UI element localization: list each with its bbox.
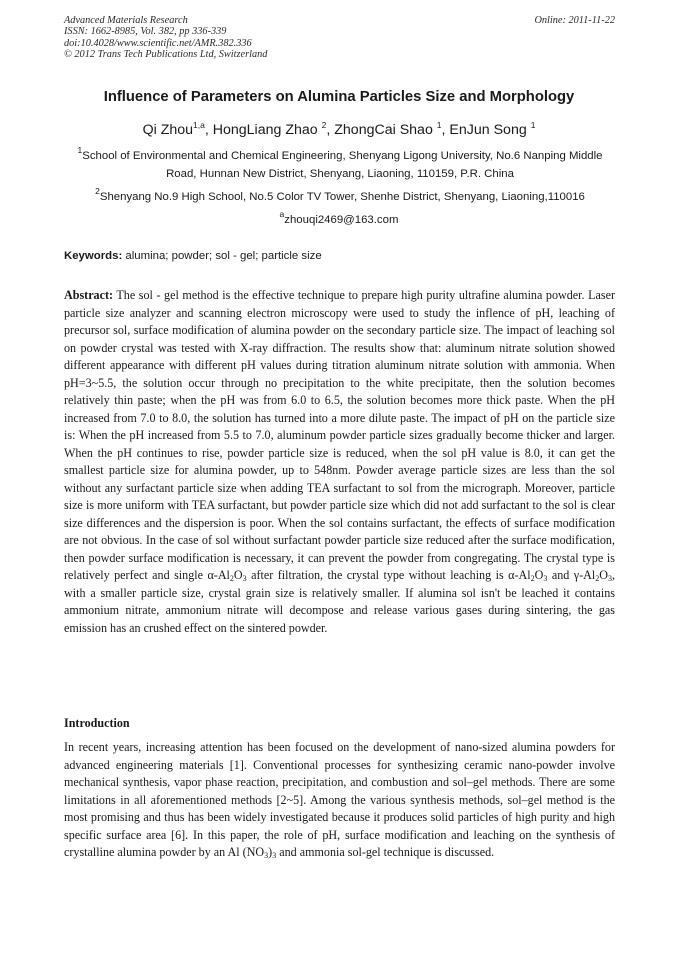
formula: O — [534, 568, 544, 582]
section-heading-introduction: Introduction — [64, 716, 130, 730]
online-date: Online: 2011-11-22 — [534, 15, 615, 26]
author-list — [0, 122, 678, 138]
journal-name: Advanced Materials Research — [64, 15, 188, 26]
journal-header — [64, 15, 267, 61]
affiliation-2 — [64, 186, 616, 207]
keywords-text: alumina; powder; sol - gel; particle size — [125, 250, 322, 262]
formula: α-Al — [508, 568, 531, 582]
affiliation-1 — [64, 145, 616, 183]
author-name: Qi Zhou — [142, 122, 194, 138]
formula: O — [233, 568, 243, 582]
introduction-paragraph — [64, 739, 615, 862]
formula: α-Al — [207, 568, 230, 582]
affiliation-sup: 2 — [95, 186, 100, 196]
abstract-text: The sol - gel method is the effective technique to prepare high purity ultrafine alumina powder. Laser particle size analyzer and scanning electron microscopy were used to study the inflence of pH, leaching of precursor sol, surface modification of alumina powder on the secondary particle size. The impact of leaching sol on powder crystal was tested with X-ray diffraction. The results show that: aluminum nitrate solution showed different appearance with different pH values during titration aluminum nitrate solution with ammonia. When pH=3~5.5, the solution occur through no precipitation to the white precipitate, then the solution becomes relatively thin paste; when the pH was from 6.0 to 6.5, the solution becomes more thick paste. When the pH increased from 7.0 to 8.0, the solution has turned into a more dilute paste. The impact of pH on the particle size is: When the pH increased from 5.5 to 7.0, aluminum powder particle sizes gradually become thicker and larger. When the pH continues to rise, powder particle size is reduced, when the sol pH value is 8.0, it can get the smallest particle size for alumina powder, up to 548nm. Powder average particle sizes are less than the sol without any surfactant particle size when adding TEA surfactant to sol from the micrograph. Moreover, particle size is more uniform with TEA surfactant, but powder particle size which did not add surfactant to the sol is clear size differences and the dispersion is poor. When the sol contains surfactant, the effects of surface modification are not obvious. In the case of sol without surfactant powder particle size reduced after the surface modification, then powder surface modification is necessary, it can prevent the powder from congregating. The crystal type is relatively perfect and single — [64, 288, 615, 582]
author-name: HongLiang Zhao — [212, 122, 318, 138]
paper-title: Influence of Parameters on Alumina Particles Size and Morphology — [103, 89, 575, 105]
author-sup: 2 — [321, 120, 327, 130]
author-name: EnJun Song — [449, 122, 527, 138]
formula-sub: 2 — [595, 574, 600, 583]
intro-text: ) — [268, 845, 273, 859]
email-sup: a — [279, 209, 285, 219]
email-text: zhouqi2469@163.com — [284, 214, 399, 226]
author-sup: 1,a — [193, 120, 205, 130]
keywords-label: Keywords: — [64, 250, 123, 262]
intro-text: and ammonia sol-gel technique is discussed. — [276, 845, 495, 859]
author-email — [0, 209, 678, 226]
formula-sub: 3 — [272, 851, 277, 860]
affiliation-sup: 1 — [77, 145, 83, 155]
formula-sub: 2 — [530, 574, 535, 583]
journal-copyright: © 2012 Trans Tech Publications Ltd, Switzerland — [64, 49, 268, 61]
formula-sub: 3 — [543, 574, 548, 583]
abstract-text: , with a smaller particle size, crystal grain size is relatively smaller. If alumina sol isn't be leached it contains ammonium nitrate, ammonium nitrate will decompose and release various gases during sintering, the gas emission has an crushed effect on the sintered powder. — [64, 568, 615, 635]
author-name: ZhongCai Shao — [334, 122, 433, 138]
keywords — [64, 250, 322, 262]
author-sep: , — [441, 122, 450, 138]
abstract-paragraph — [64, 287, 615, 637]
journal-issn: ISSN: 1662-8985, Vol. 382, pp 336-339 — [64, 26, 227, 38]
author-sep: , — [204, 122, 213, 138]
intro-text: In recent years, increasing attention has been focused on the development of nano-sized alumina powders for advanced engineering materials [1]. Conventional processes for synthesizing ceramic nano-powder involve mechanical synthesis, vapor phase reaction, precipitation, and combustion and sol–gel methods. There are some limitations in all aforementioned methods [2~5]. Among the various synthesis methods, sol–gel method is the most promising and thus has been widely investigated because it produces solid particles of high purity and high specific surface area [6]. In this paper, the role of pH, surface modification and leaching on the synthesis of crystalline alumina powder by an Al (NO — [64, 740, 615, 859]
author-sup: 1 — [530, 120, 536, 130]
formula: γ-Al — [573, 568, 596, 582]
formula-sub: 2 — [229, 574, 234, 583]
abstract-text: and — [547, 568, 574, 582]
author-sep: , — [326, 122, 335, 138]
formula-sub: 3 — [264, 851, 269, 860]
journal-doi: doi:10.4028/www.scientific.net/AMR.382.336 — [64, 37, 252, 49]
formula-sub: 3 — [242, 574, 247, 583]
author-sup: 1 — [436, 120, 442, 130]
formula: O — [599, 568, 608, 582]
abstract-label: Abstract: — [64, 288, 114, 302]
affiliation-text: School of Environmental and Chemical Engineering, Shenyang Ligong University, No.6 Nanping Middle Road, Hunnan New District, Shenyang, Liaoning, 110159, P.R. China — [82, 150, 603, 180]
abstract-text: after filtration, the crystal type without leaching is — [246, 568, 509, 582]
formula-sub: 3 — [607, 574, 612, 583]
affiliation-text: Shenyang No.9 High School, No.5 Color TV Tower, Shenhe District, Shenyang, Liaoning,110016 — [99, 191, 585, 203]
